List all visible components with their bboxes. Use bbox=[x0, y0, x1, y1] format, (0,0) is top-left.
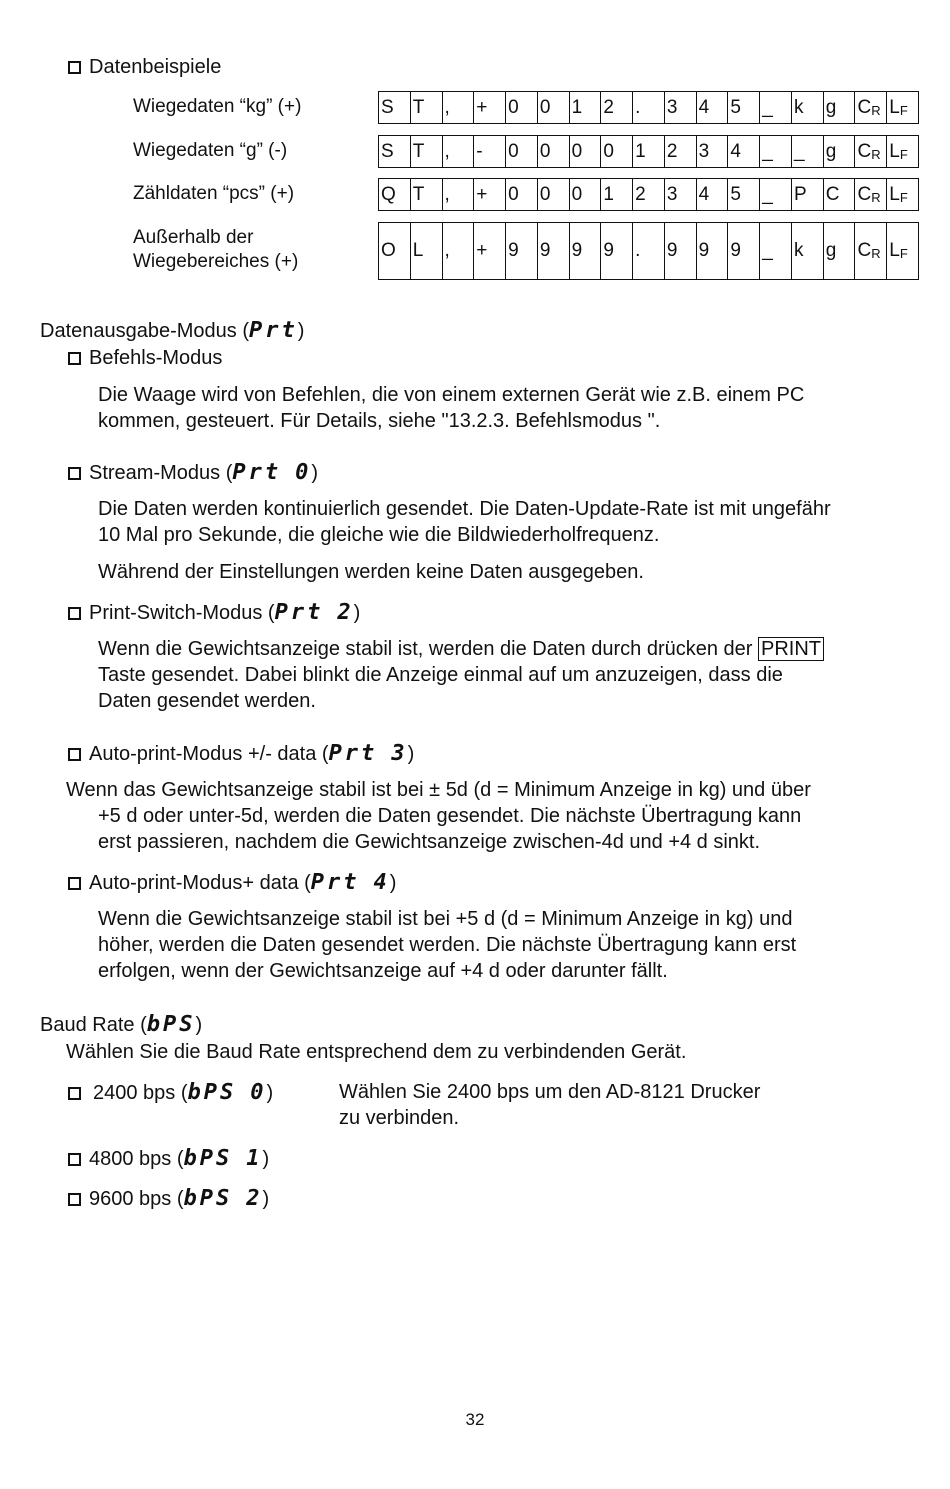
data-example-label: Wiegedaten “kg” (+) bbox=[133, 96, 302, 117]
data-cell: , bbox=[443, 136, 475, 167]
data-cell: 0 bbox=[570, 179, 602, 210]
data-cell: S bbox=[379, 136, 411, 167]
data-example-label-line: Wiegebereiches (+) bbox=[133, 251, 299, 272]
checkbox-bullet-icon bbox=[68, 607, 81, 620]
data-example-row bbox=[378, 135, 919, 168]
segment-display-code: Prt bbox=[328, 741, 378, 766]
data-cell: O bbox=[379, 223, 411, 279]
data-cell: , bbox=[443, 92, 475, 123]
data-cell: Q bbox=[379, 179, 411, 210]
data-cell: 5 bbox=[728, 92, 760, 123]
data-cell: 0 bbox=[506, 136, 538, 167]
befehls-modus-heading: Befehls-Modus bbox=[68, 347, 222, 370]
data-cell: k bbox=[792, 223, 824, 279]
data-cell: 0 bbox=[570, 136, 602, 167]
data-cell: 1 bbox=[633, 136, 665, 167]
data-example-label: Wiegedaten “g” (-) bbox=[133, 140, 288, 161]
datenbeispiele-heading bbox=[68, 56, 221, 79]
data-cell: 9 bbox=[601, 223, 633, 279]
data-cell: - bbox=[474, 136, 506, 167]
data-example-row bbox=[378, 91, 919, 124]
data-cell: + bbox=[474, 92, 506, 123]
data-cell: g bbox=[824, 92, 856, 123]
page-number: 32 bbox=[465, 1410, 485, 1429]
data-cell: + bbox=[474, 223, 506, 279]
data-cell: LF bbox=[887, 223, 919, 279]
data-cell: . bbox=[633, 223, 665, 279]
data-cell: CR bbox=[855, 223, 887, 279]
segment-display-code: Prt bbox=[274, 600, 324, 625]
data-cell: CR bbox=[855, 179, 887, 210]
baud-option-2400-desc: Wählen Sie 2400 bps um den AD-8121 Drucker zu verbinden. bbox=[339, 1081, 761, 1129]
checkbox-bullet-icon bbox=[68, 1153, 81, 1166]
segment-display-value: 3 bbox=[391, 741, 408, 766]
segment-display-code: bPS bbox=[187, 1080, 237, 1105]
datenbeispiele-title: Datenbeispiele bbox=[89, 56, 222, 78]
segment-display-value: 2 bbox=[246, 1186, 263, 1211]
data-cell: g bbox=[824, 223, 856, 279]
befehls-modus-text: Die Waage wird von Befehlen, die von einem externen Gerät wie z.B. einem PC kommen, gesteuert. Für Details, siehe "13.2.3. Befehlsmodus ". bbox=[98, 384, 805, 432]
data-cell: 2 bbox=[601, 92, 633, 123]
baud-option-9600: 9600 bps (bPS 2) bbox=[68, 1186, 269, 1211]
checkbox-bullet-icon bbox=[68, 1193, 81, 1206]
data-cell: 4 bbox=[728, 136, 760, 167]
data-cell: 9 bbox=[538, 223, 570, 279]
data-cell: 5 bbox=[728, 179, 760, 210]
baud-rate-intro: Wählen Sie die Baud Rate entsprechend dem zu verbindenden Gerät. bbox=[66, 1041, 687, 1063]
data-cell: 0 bbox=[538, 179, 570, 210]
data-cell: L bbox=[411, 223, 443, 279]
data-cell: 2 bbox=[633, 179, 665, 210]
data-cell: 0 bbox=[601, 136, 633, 167]
data-cell: _ bbox=[760, 92, 792, 123]
data-cell: 0 bbox=[538, 92, 570, 123]
data-cell: + bbox=[474, 179, 506, 210]
data-cell: _ bbox=[760, 136, 792, 167]
segment-display-value: 2 bbox=[337, 600, 354, 625]
data-cell: 2 bbox=[665, 136, 697, 167]
segment-display-value: 0 bbox=[295, 460, 312, 485]
stream-modus-heading: Stream-Modus (Prt 0) bbox=[68, 460, 318, 485]
checkbox-bullet-icon bbox=[68, 352, 81, 365]
checkbox-bullet-icon bbox=[68, 748, 81, 761]
segment-display-value: 4 bbox=[373, 870, 390, 895]
data-example-label: Zähldaten “pcs” (+) bbox=[133, 183, 295, 204]
baud-rate-heading: Baud Rate (bPS) bbox=[40, 1012, 203, 1037]
segment-display-code: bPS bbox=[183, 1146, 233, 1171]
data-cell: LF bbox=[887, 179, 919, 210]
checkbox-bullet-icon bbox=[68, 467, 81, 480]
data-cell: T bbox=[411, 136, 443, 167]
print-key-label: PRINT bbox=[758, 637, 824, 661]
segment-display-value: 1 bbox=[246, 1146, 263, 1171]
data-cell: 0 bbox=[506, 179, 538, 210]
print-switch-heading: Print-Switch-Modus (Prt 2) bbox=[68, 600, 360, 625]
data-cell: 9 bbox=[728, 223, 760, 279]
data-cell: 3 bbox=[697, 136, 729, 167]
data-cell: 9 bbox=[570, 223, 602, 279]
data-example-label bbox=[133, 226, 298, 274]
stream-modus-note: Während der Einstellungen werden keine Daten ausgegeben. bbox=[98, 561, 644, 583]
data-cell: T bbox=[411, 179, 443, 210]
data-cell: k bbox=[792, 92, 824, 123]
data-cell: 9 bbox=[506, 223, 538, 279]
print-switch-text: Wenn die Gewichtsanzeige stabil ist, werden die Daten durch drücken der PRINT Taste gesendet. Dabei blinkt die Anzeige einmal auf um anzuzeigen, dass die Daten gesendet werden. bbox=[98, 636, 824, 714]
data-cell: g bbox=[824, 136, 856, 167]
baud-option-2400: 2400 bps (bPS 0) bbox=[68, 1080, 273, 1105]
data-cell: 1 bbox=[570, 92, 602, 123]
data-example-row bbox=[378, 178, 919, 211]
data-cell: . bbox=[633, 92, 665, 123]
data-cell: CR bbox=[855, 136, 887, 167]
data-cell: 1 bbox=[601, 179, 633, 210]
data-cell: LF bbox=[887, 136, 919, 167]
segment-display-code: Prt bbox=[249, 318, 298, 343]
data-cell: _ bbox=[760, 223, 792, 279]
data-cell: CR bbox=[855, 92, 887, 123]
auto-print-pm-heading: Auto-print-Modus +/- data (Prt 3) bbox=[68, 741, 414, 766]
segment-display-value: 0 bbox=[250, 1080, 267, 1105]
data-cell: 0 bbox=[506, 92, 538, 123]
data-cell: C bbox=[824, 179, 856, 210]
segment-display-code: bPS bbox=[183, 1186, 233, 1211]
data-cell: 9 bbox=[697, 223, 729, 279]
data-cell: _ bbox=[792, 136, 824, 167]
segment-display-code: Prt bbox=[232, 460, 282, 485]
data-cell: 9 bbox=[665, 223, 697, 279]
auto-print-plus-heading: Auto-print-Modus+ data (Prt 4) bbox=[68, 870, 396, 895]
data-cell: P bbox=[792, 179, 824, 210]
auto-print-plus-text: Wenn die Gewichtsanzeige stabil ist bei +5 d (d = Minimum Anzeige in kg) und höher, werden die Daten gesendet werden. Die nächste Übertragung kann erst erfolgen, wenn der Gewichtsanzeige auf +4 d oder darunter fällt. bbox=[98, 908, 797, 982]
data-cell: 4 bbox=[697, 92, 729, 123]
data-cell: _ bbox=[760, 179, 792, 210]
data-cell: 4 bbox=[697, 179, 729, 210]
data-cell: LF bbox=[887, 92, 919, 123]
datenausgabe-heading: Datenausgabe-Modus (Prt) bbox=[40, 318, 305, 343]
checkbox-bullet-icon bbox=[68, 877, 81, 890]
data-cell: , bbox=[443, 179, 475, 210]
auto-print-pm-text: Wenn das Gewichtsanzeige stabil ist bei ± 5d (d = Minimum Anzeige in kg) und über +5 d oder unter-5d, werden die Daten gesendet. Die nächste Übertragung kann erst passieren, nachdem die Gewichtsanzeige zwischen-4d und +4 d sinkt. bbox=[66, 779, 811, 853]
checkbox-bullet-icon bbox=[68, 1087, 81, 1100]
data-example-label-line: Außerhalb der bbox=[133, 227, 254, 248]
segment-display-code: Prt bbox=[310, 870, 360, 895]
data-cell: S bbox=[379, 92, 411, 123]
data-cell: 3 bbox=[665, 179, 697, 210]
data-cell: T bbox=[411, 92, 443, 123]
data-cell: , bbox=[443, 223, 475, 279]
data-example-row bbox=[378, 222, 919, 280]
segment-display-code: bPS bbox=[146, 1012, 196, 1037]
checkbox-bullet-icon bbox=[68, 61, 81, 74]
baud-option-4800: 4800 bps (bPS 1) bbox=[68, 1146, 269, 1171]
data-cell: 0 bbox=[538, 136, 570, 167]
data-cell: 3 bbox=[665, 92, 697, 123]
stream-modus-text: Die Daten werden kontinuierlich gesendet. Die Daten-Update-Rate ist mit ungefähr 10 Mal pro Sekunde, die gleiche wie die Bildwiederholfrequenz. bbox=[98, 498, 831, 546]
